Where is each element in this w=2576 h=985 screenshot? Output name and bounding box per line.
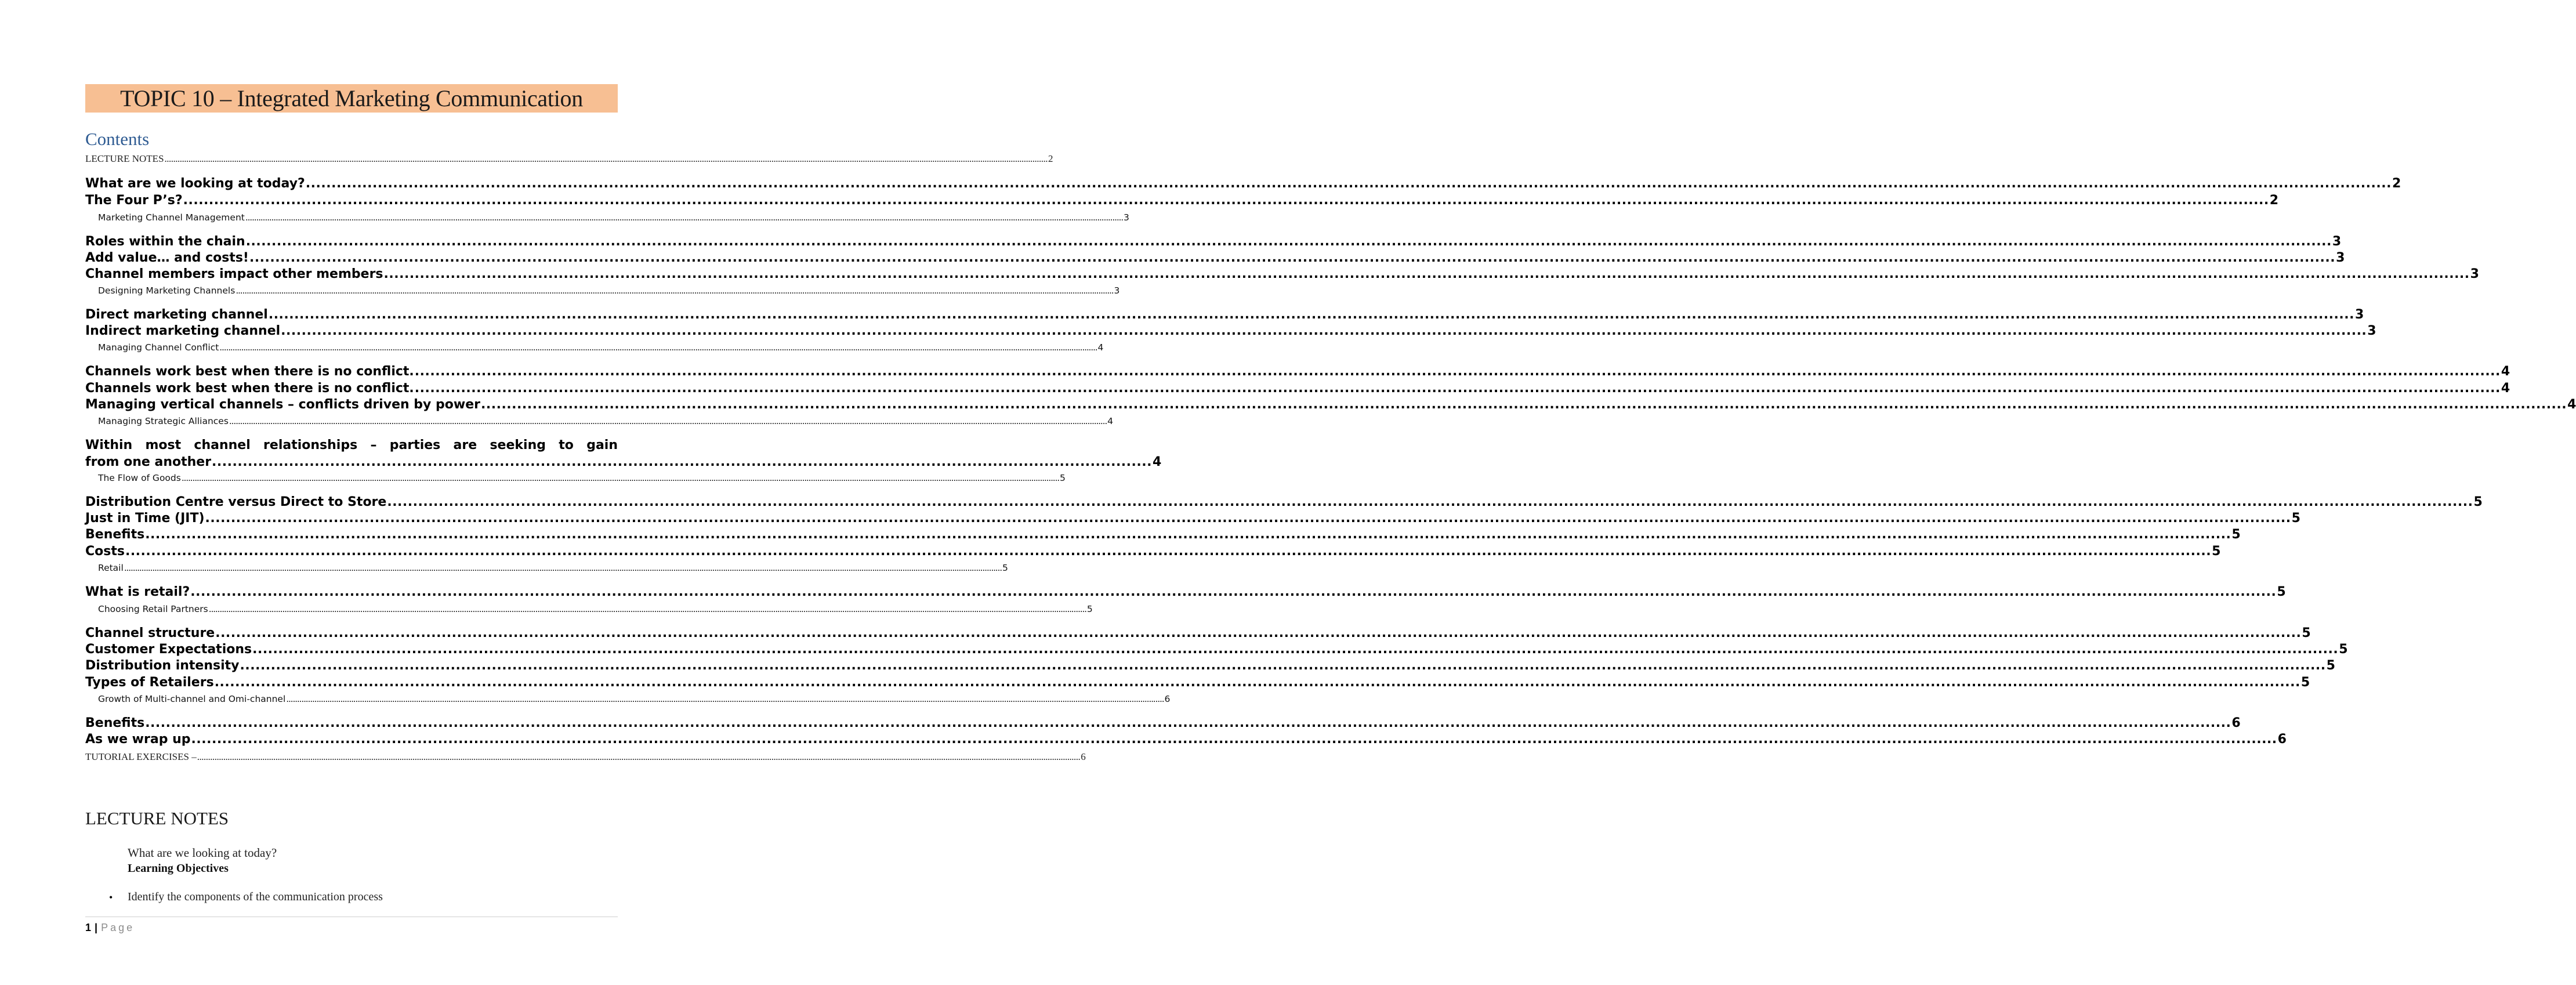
subheading: What are we looking at today? — [128, 846, 277, 860]
toc-entry-page: 3 — [2470, 267, 2479, 281]
toc-entry[interactable] — [85, 604, 1093, 614]
toc-entry-page: 5 — [2212, 544, 2221, 559]
toc-entry[interactable] — [85, 511, 2300, 526]
toc-entry[interactable] — [85, 716, 2241, 730]
toc-entry-page: 2 — [2269, 193, 2279, 208]
toc-leader-dots — [229, 416, 1107, 426]
toc-leader-dots — [246, 234, 2332, 249]
toc-entry-label: Designing Marketing Channels — [98, 285, 236, 296]
toc-entry-page: 5 — [2302, 626, 2311, 640]
toc-entry[interactable] — [85, 563, 1008, 573]
toc-entry[interactable] — [85, 364, 2510, 379]
toc-entry-label: Marketing Channel Management — [98, 212, 245, 223]
contents-heading: Contents — [85, 129, 150, 149]
toc-entry-label: Retail — [98, 563, 124, 573]
toc-leader-dots — [269, 307, 2354, 322]
toc-entry-label-line1: Within most channel relationships – parties are seeking to gain — [85, 438, 618, 452]
toc-leader-dots — [249, 251, 2335, 265]
toc-entry-label: What is retail? — [85, 585, 190, 599]
toc-entry[interactable] — [85, 495, 2483, 509]
toc-entry-label: Channels work best when there is no conflict. — [85, 364, 414, 379]
toc-leader-dots: ....................................................................................................................................................................................... — [212, 455, 1152, 469]
toc-entry-label: Types of Retailers — [85, 675, 214, 690]
toc-leader-dots — [306, 176, 2392, 191]
toc-entry-page: 3 — [2354, 307, 2364, 322]
toc-entry-label: Managing Strategic Alliances — [98, 416, 229, 426]
toc-entry-label-line2: from one another — [85, 455, 212, 469]
toc-entry[interactable] — [85, 416, 1113, 426]
toc-entry-page: 6 — [2231, 716, 2241, 730]
toc-entry-label: Customer Expectations — [85, 642, 252, 657]
toc-entry-page: 5 — [2300, 675, 2310, 690]
toc-entry-page: 5 — [1060, 473, 1066, 483]
toc-entry[interactable] — [85, 626, 2311, 640]
toc-leader-dots — [384, 267, 2470, 281]
toc-entry-page: 2 — [1048, 153, 1053, 164]
toc-entry-line2 — [85, 455, 1162, 469]
toc-entry-label: What are we looking at today? — [85, 176, 305, 191]
toc-entry[interactable] — [85, 694, 1171, 704]
toc-entry-label: Benefits — [85, 527, 145, 542]
toc-entry-label: Costs — [85, 544, 125, 559]
toc-entry-page: 2 — [2392, 176, 2401, 191]
toc-leader-dots — [415, 381, 2501, 396]
toc-entry[interactable] — [85, 642, 2348, 657]
toc-leader-dots — [182, 473, 1059, 483]
toc-entry-label: Managing vertical channels – conflicts driven by power — [85, 397, 481, 412]
page-footer — [85, 922, 135, 934]
toc-leader-dots — [190, 585, 2276, 599]
toc-leader-dots — [209, 604, 1086, 614]
toc-entry-page: 6 — [1164, 694, 1171, 704]
toc-entry-label: Benefits — [85, 716, 145, 730]
toc-leader-dots — [215, 675, 2300, 690]
toc-leader-dots — [219, 342, 1097, 353]
toc-entry-page: 6 — [2277, 732, 2287, 747]
toc-leader-dots — [281, 324, 2367, 338]
toc-entry[interactable] — [85, 153, 1053, 165]
toc-entry-page: 3 — [2367, 324, 2376, 338]
toc-entry[interactable] — [85, 397, 2576, 412]
toc-entry-label: Indirect marketing channel — [85, 324, 281, 338]
toc-leader-dots — [145, 527, 2231, 542]
toc-entry[interactable] — [85, 324, 2376, 338]
toc-leader-dots — [387, 495, 2473, 509]
toc-leader-dots — [286, 694, 1164, 704]
toc-entry-page: 6 — [1081, 751, 1086, 762]
toc-entry-label: Distribution Centre versus Direct to Store — [85, 495, 387, 509]
page-word: Page — [101, 922, 135, 933]
toc-entry-label: As we wrap up — [85, 732, 191, 747]
toc-entry[interactable] — [85, 234, 2342, 249]
toc-leader-dots — [197, 751, 1081, 763]
toc-entry-label: Growth of Multi-channel and Omi-channel — [98, 694, 286, 704]
bullet-item: Identify the components of the communication process — [128, 890, 383, 903]
toc-entry-label: Direct marketing channel — [85, 307, 268, 322]
toc-entry-label: Just in Time (JIT) — [85, 511, 205, 526]
toc-leader-dots — [215, 626, 2301, 640]
title-banner — [85, 84, 618, 113]
toc-entry-label: The Four P’s? — [85, 193, 183, 208]
bullet-icon: • — [109, 892, 113, 903]
toc-entry-label: Channel members impact other members — [85, 267, 383, 281]
toc-entry-page: 5 — [2339, 642, 2348, 657]
toc-entry-page: 5 — [2231, 527, 2241, 542]
toc-entry-page: 4 — [1152, 455, 1162, 469]
toc-entry-label: Choosing Retail Partners — [98, 604, 208, 614]
toc-entry-label: The Flow of Goods — [98, 473, 181, 483]
toc-leader-dots — [252, 642, 2338, 657]
toc-entry-label: Managing Channel Conflict — [98, 342, 219, 353]
toc-entry[interactable] — [85, 176, 2401, 191]
toc-entry-page: 5 — [2473, 495, 2483, 509]
toc-leader-dots — [415, 364, 2501, 379]
page-number: 1 — [85, 922, 92, 933]
toc-entry-label: Roles within the chain — [85, 234, 245, 249]
toc-leader-dots — [183, 193, 2269, 208]
section-heading: LECTURE NOTES — [85, 808, 229, 828]
toc-entry-page: 5 — [1086, 604, 1093, 614]
toc-entry[interactable] — [85, 751, 1086, 763]
toc-entry-page: 5 — [2291, 511, 2300, 526]
toc-leader-dots — [240, 658, 2326, 673]
toc-leader-dots — [481, 397, 2567, 412]
toc-entry-page: 5 — [1002, 563, 1008, 573]
toc-entry-page: 4 — [1107, 416, 1113, 426]
toc-entry-page: 3 — [2332, 234, 2342, 249]
toc-entry[interactable] — [85, 285, 1120, 296]
toc-leader-dots — [191, 732, 2277, 747]
toc-entry-page: 5 — [2326, 658, 2335, 673]
toc-entry-page: 4 — [2501, 364, 2510, 379]
objectives-label: Learning Objectives — [128, 862, 229, 875]
toc-entry-page: 3 — [2336, 251, 2345, 265]
toc-entry[interactable] — [85, 473, 1066, 483]
footer-separator: | — [95, 922, 98, 933]
toc-entry-page: 3 — [1124, 212, 1129, 223]
toc-entry[interactable] — [85, 193, 2279, 208]
toc-entry[interactable] — [85, 307, 2364, 322]
toc-entry[interactable] — [85, 658, 2335, 673]
toc-leader-dots — [245, 212, 1123, 223]
toc-entry-label: Channels work best when there is no conflict. — [85, 381, 414, 396]
toc-entry[interactable] — [85, 381, 2510, 396]
toc-entry[interactable] — [85, 212, 1129, 223]
toc-leader-dots — [205, 511, 2291, 526]
toc-entry[interactable] — [85, 267, 2479, 281]
toc-leader-dots — [236, 285, 1113, 296]
toc-entry-page: 5 — [2277, 585, 2286, 599]
toc-entry[interactable] — [85, 544, 2221, 559]
toc-entry-label: Distribution intensity — [85, 658, 240, 673]
toc-entry[interactable] — [85, 732, 2287, 747]
toc-leader-dots — [145, 716, 2231, 730]
toc-entry[interactable] — [85, 251, 2345, 265]
toc-entry-label: TUTORIAL EXERCISES – — [85, 751, 197, 762]
toc-entry[interactable] — [85, 585, 2286, 599]
toc-entry-page: 4 — [1097, 342, 1104, 353]
toc-entry-label: Add value… and costs! — [85, 251, 249, 265]
toc-entry[interactable] — [85, 438, 1162, 469]
toc-entry[interactable] — [85, 527, 2241, 542]
toc-entry-page: 4 — [2567, 397, 2576, 412]
toc-entry-page: 3 — [1114, 285, 1120, 296]
toc-entry-label: Channel structure — [85, 626, 215, 640]
toc-entry[interactable] — [85, 342, 1104, 353]
toc-leader-dots — [124, 563, 1002, 573]
toc-leader-dots — [165, 153, 1048, 165]
toc-entry-page: 4 — [2501, 381, 2510, 396]
document-title: TOPIC 10 – Integrated Marketing Communication — [120, 85, 583, 111]
toc-entry[interactable] — [85, 675, 2310, 690]
toc-leader-dots — [125, 544, 2211, 559]
toc-entry-label: LECTURE NOTES — [85, 153, 164, 164]
